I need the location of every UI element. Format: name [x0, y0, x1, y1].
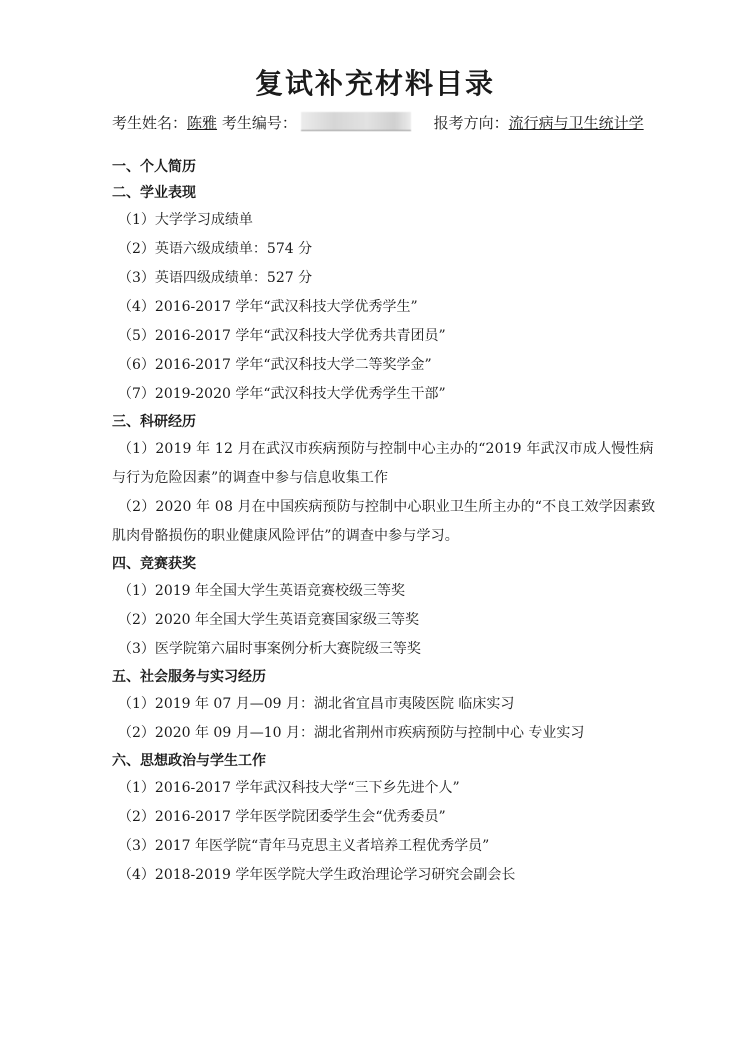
list-item: （4）2016-2017 学年“武汉科技大学优秀学生” — [118, 299, 418, 315]
list-item: （2）2016-2017 学年医学院团委学生会“优秀委员” — [118, 809, 446, 825]
direction-label: 报考方向： — [433, 114, 509, 132]
page-title: 复试补充材料目录 — [254, 67, 495, 100]
list-item: （2）2020 年 09 月—10 月：湖北省荆州市疾病预防与控制中心 专业实习 — [118, 725, 585, 741]
list-paragraph: （1）2019 年 12 月在武汉市疾病预防与控制中心主办的“2019 年武汉市成人慢性病与行为危险因素”的调查中参与信息收集工作 — [112, 441, 654, 486]
list-item: （7）2019-2020 学年“武汉科技大学优秀学生干部” — [118, 386, 446, 402]
list-item: （2）2020 年全国大学生英语竞赛国家级三等奖 — [118, 612, 419, 628]
candidate-info — [112, 112, 652, 134]
list-item: （3）医学院第六届时事案例分析大赛院级三等奖 — [118, 641, 421, 657]
list-item: （5）2016-2017 学年“武汉科技大学优秀共青团员” — [118, 328, 446, 344]
id-label: 考生编号： — [221, 114, 297, 132]
section-heading: 五、社会服务与实习经历 — [112, 669, 266, 685]
list-item: （3）2017 年医学院“青年马克思主义者培养工程优秀学员” — [118, 838, 490, 854]
list-paragraph: （2）2020 年 08 月在中国疾病预防与控制中心职业卫生所主办的“不良工效学因素致肌肉骨骼损伤的职业健康风险评估”的调查中参与学习。 — [112, 499, 656, 544]
redacted-id — [301, 112, 411, 131]
direction-value: 流行病与卫生统计学 — [508, 114, 644, 132]
name-label: 考生姓名： — [112, 114, 188, 132]
list-item: （1）2016-2017 学年武汉科技大学“三下乡先进个人” — [118, 780, 460, 796]
name-value: 陈雅 — [187, 114, 218, 132]
list-item: （2）英语六级成绩单：574 分 — [118, 241, 313, 257]
section-heading: 三、科研经历 — [112, 414, 196, 430]
section-heading: 四、竞赛获奖 — [112, 556, 196, 572]
list-item: （3）英语四级成绩单：527 分 — [118, 270, 313, 286]
section-heading: 二、学业表现 — [112, 185, 196, 201]
section-heading: 一、个人简历 — [112, 159, 196, 175]
list-item: （1）2019 年 07 月—09 月：湖北省宜昌市夷陵医院 临床实习 — [118, 696, 515, 712]
list-item: （6）2016-2017 学年“武汉科技大学二等奖学金” — [118, 357, 432, 373]
list-item: （1）2019 年全国大学生英语竞赛校级三等奖 — [118, 583, 405, 599]
contents-list — [112, 154, 667, 890]
list-item: （4）2018-2019 学年医学院大学生政治理论学习研究会副会长 — [118, 867, 516, 883]
list-item: （1）大学学习成绩单 — [118, 212, 253, 228]
section-heading: 六、思想政治与学生工作 — [112, 753, 266, 769]
